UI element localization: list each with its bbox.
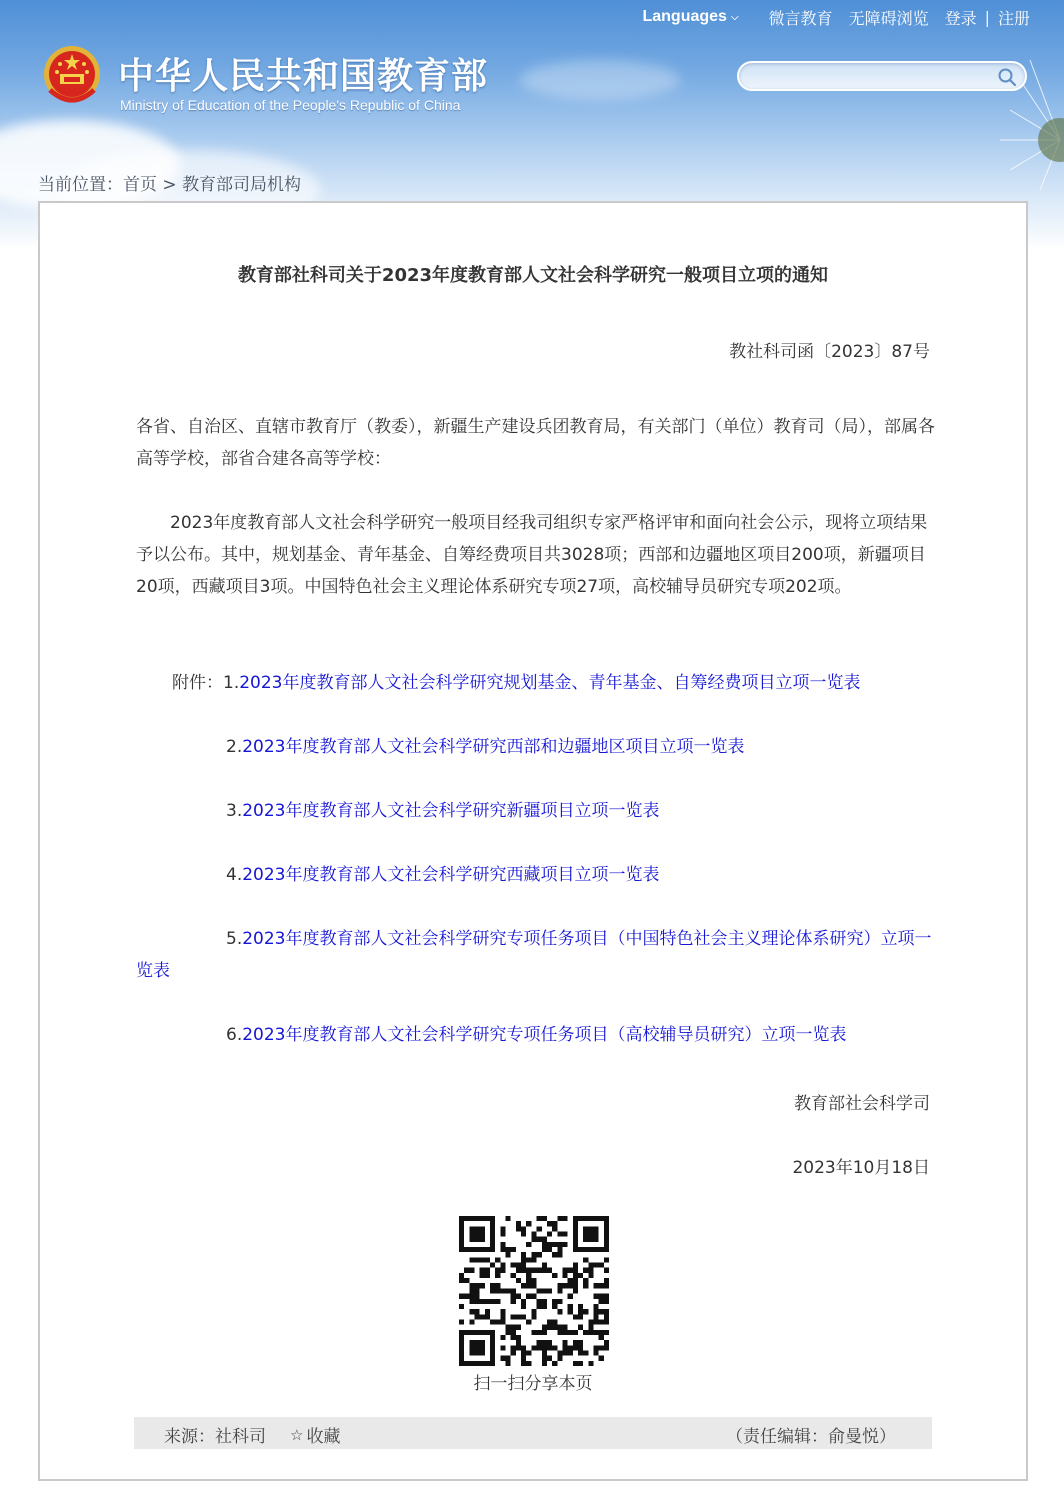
source-label: 来源：社科司: [164, 1427, 266, 1447]
register-link[interactable]: 注册: [997, 8, 1030, 28]
article-footer-bar: [134, 1417, 932, 1449]
attachment-number: 6.: [226, 1025, 243, 1045]
breadcrumb-prefix: 当前位置：: [38, 175, 123, 195]
favorite-button[interactable]: [290, 1422, 340, 1447]
publish-date: 2023年10月18日: [792, 1158, 930, 1178]
attachment-link-6[interactable]: 2023年度教育部人文社会科学研究专项任务项目（高校辅导员研究）立项一览表: [242, 1025, 847, 1045]
attachment-item-1: [172, 667, 861, 699]
document-number: 教社科司函〔2023〕87号: [729, 342, 930, 362]
attachment-number: 3.: [226, 801, 243, 821]
weiyan-link[interactable]: 微言教育: [768, 8, 833, 28]
qr-caption: 扫一扫分享本页: [473, 1374, 593, 1394]
search-icon[interactable]: [997, 67, 1017, 87]
attachments-label: 附件：: [172, 673, 223, 693]
attachment-item-6: [226, 1019, 847, 1051]
attachment-number: 4.: [226, 865, 243, 885]
signature: 教育部社会科学司: [794, 1094, 930, 1114]
breadcrumb-current-link[interactable]: 教育部司局机构: [182, 175, 302, 195]
attachment-item-2: [226, 731, 745, 763]
breadcrumb: [38, 170, 301, 195]
attachment-number: 5.: [226, 929, 243, 949]
attachment-number: 1.: [223, 673, 240, 693]
star-icon: ☆: [290, 1425, 304, 1444]
search-box: [737, 61, 1027, 91]
article-card: [38, 201, 1028, 1481]
attachment-link-1[interactable]: 2023年度教育部人文社会科学研究规划基金、青年基金、自筹经费项目立项一览表: [239, 673, 861, 693]
languages-menu[interactable]: [642, 8, 738, 26]
article-title: 教育部社科司关于2023年度教育部人文社会科学研究一般项目立项的通知: [237, 265, 829, 286]
greeting-paragraph: 各省、自治区、直辖市教育厅（教委），新疆生产建设兵团教育局，有关部门（单位）教育司（局），部属各高等学校，部省合建各高等学校：: [136, 417, 935, 469]
breadcrumb-separator: >: [162, 175, 177, 195]
attachment-item-3: [226, 795, 660, 827]
qr-code: [459, 1216, 609, 1366]
attachment-link-4[interactable]: 2023年度教育部人文社会科学研究西藏项目立项一览表: [242, 865, 660, 885]
site-title[interactable]: 中华人民共和国教育部: [118, 56, 489, 97]
top-links: [642, 6, 1030, 28]
attachment-link-5[interactable]: 2023年度教育部人文社会科学研究专项任务项目（中国特色社会主义理论体系研究）立项一览表: [136, 929, 932, 981]
responsible-editor: （责任编辑：俞曼悦）: [726, 1427, 896, 1447]
login-link[interactable]: 登录: [944, 8, 977, 28]
attachment-link-3[interactable]: 2023年度教育部人文社会科学研究新疆项目立项一览表: [242, 801, 660, 821]
attachment-item-4: [226, 859, 660, 891]
languages-label: Languages: [642, 8, 727, 25]
chevron-down-icon: ⌵: [730, 11, 739, 23]
search-input[interactable]: [749, 66, 989, 88]
favorite-label: 收藏: [306, 1427, 341, 1447]
attachment-item-5: [136, 923, 936, 987]
breadcrumb-home-link[interactable]: 首页: [123, 175, 157, 195]
site-subtitle: Ministry of Education of the People's Republic of China: [120, 97, 461, 113]
national-emblem-logo[interactable]: [40, 44, 104, 110]
attachment-number: 2.: [226, 737, 243, 757]
link-separator: |: [984, 7, 990, 27]
body-paragraph: 2023年度教育部人文社会科学研究一般项目经我司组织专家严格评审和面向社会公示，现将立项结果予以公布。其中，规划基金、青年基金、自筹经费项目共3028项；西部和边疆地区项目200项，新疆项目20项，西藏项目3项。中国特色社会主义理论体系研究专项27项，高校辅导员研究专项202项。: [136, 513, 928, 597]
accessibility-link[interactable]: 无障碍浏览: [848, 8, 929, 28]
attachment-link-2[interactable]: 2023年度教育部人文社会科学研究西部和边疆地区项目立项一览表: [242, 737, 745, 757]
